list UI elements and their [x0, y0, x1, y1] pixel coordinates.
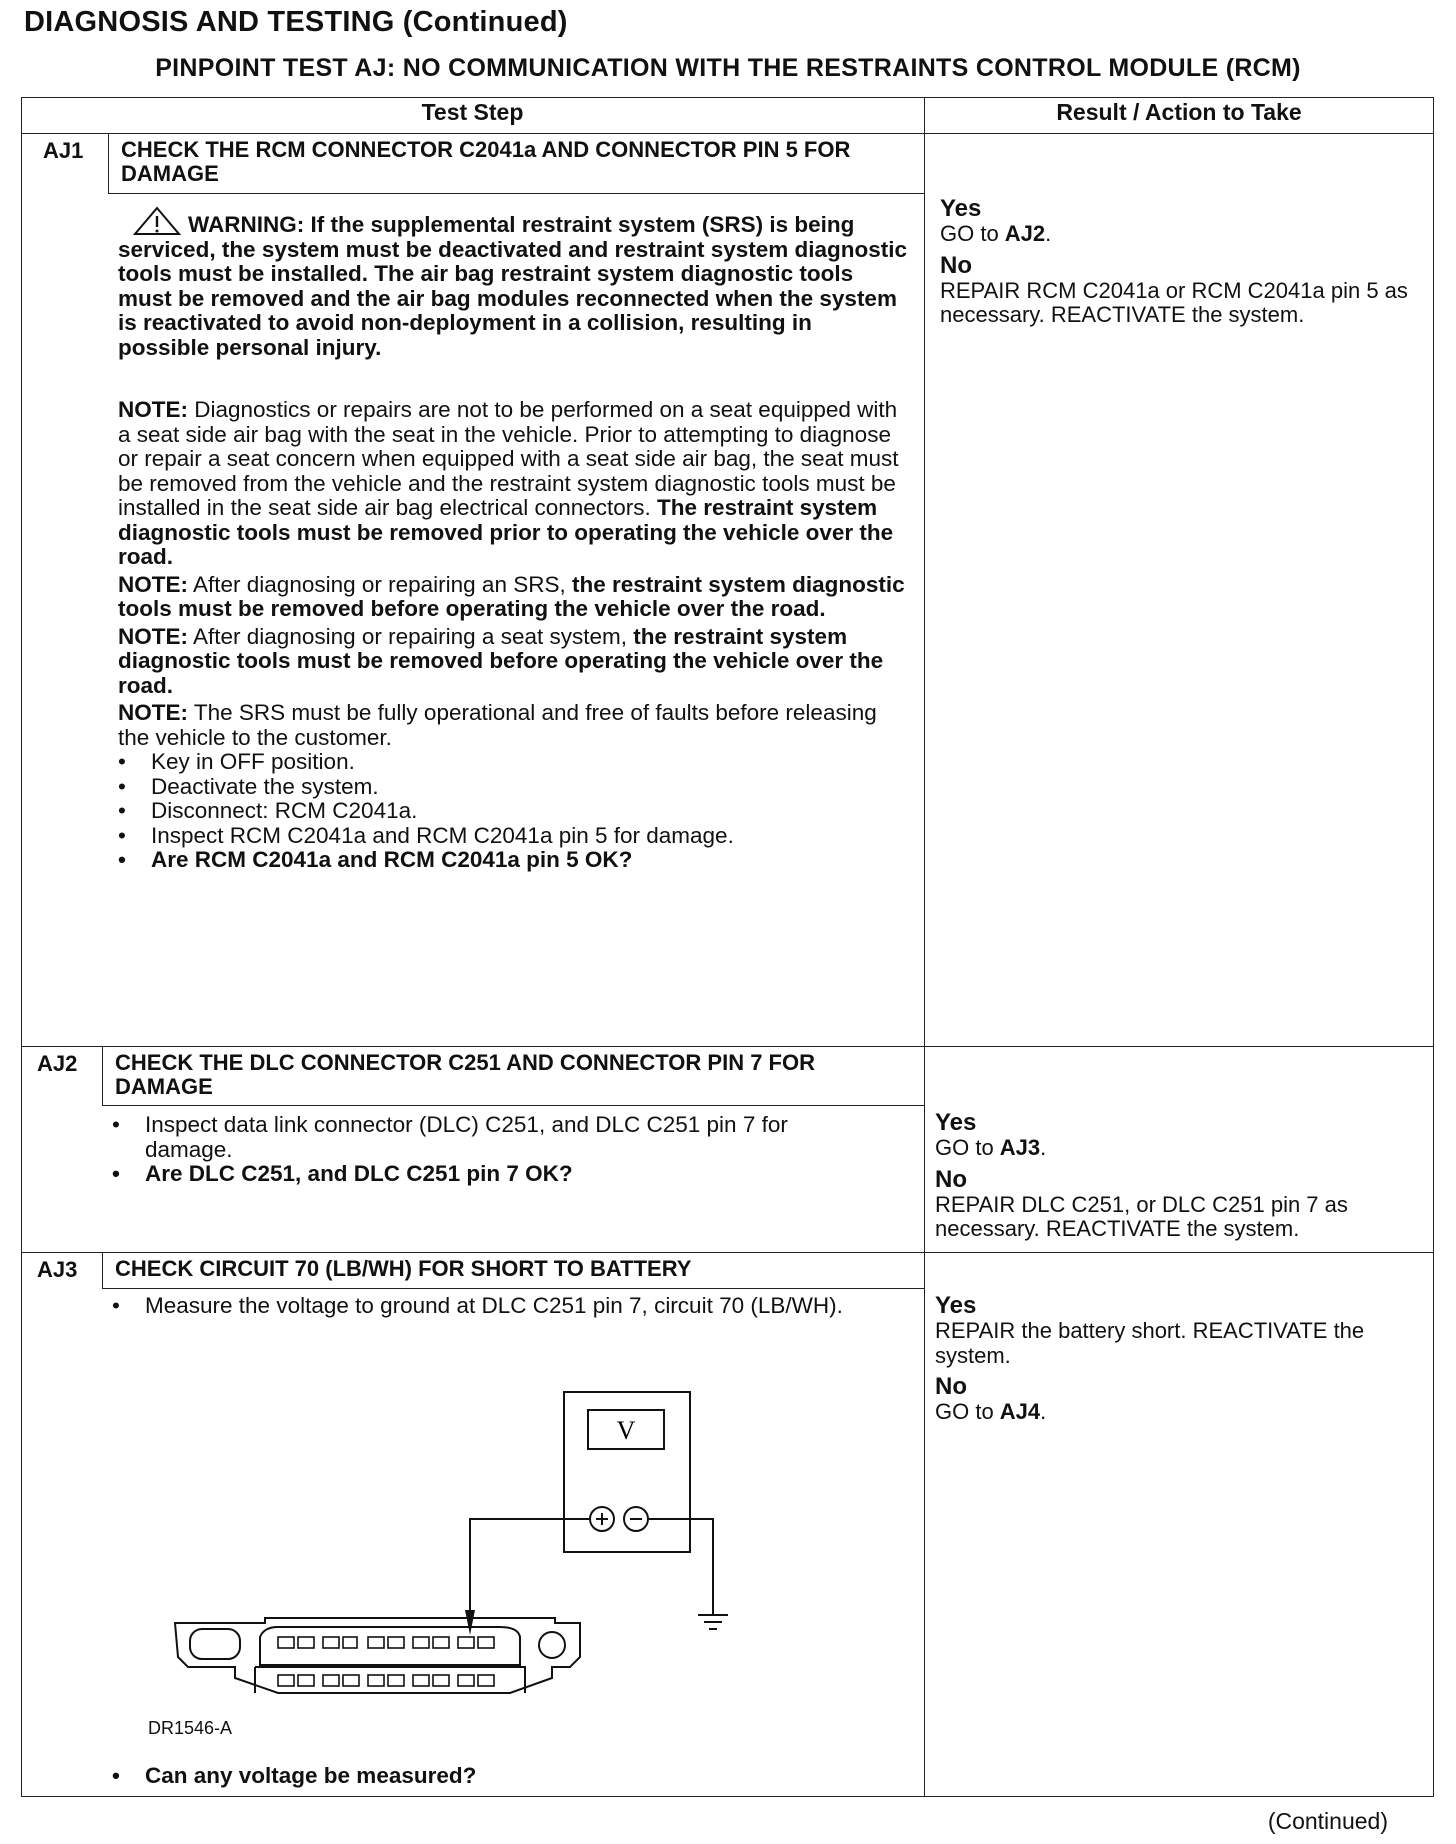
- yes-label: Yes: [935, 1292, 977, 1319]
- bullet-item: • Disconnect: RCM C2041a.: [118, 799, 908, 824]
- result-aj3: [935, 1293, 1425, 1425]
- step-title-aj3: CHECK CIRCUIT 70 (LB/WH) FOR SHORT TO BATTERY: [115, 1256, 692, 1281]
- title-rule: [102, 1288, 924, 1289]
- figure-caption: DR1546-A: [148, 1718, 233, 1738]
- id-divider: [102, 1253, 103, 1288]
- title-rule: [102, 1105, 924, 1106]
- dlc-connector-icon: [175, 1618, 580, 1693]
- no-label: No: [935, 1165, 967, 1193]
- note-bold-text: the restraint system diagnostic tools must be removed before operating the vehicle over the road.: [118, 571, 905, 621]
- ground-icon: [698, 1615, 728, 1629]
- no-label: No: [940, 251, 972, 279]
- bullet-question: • Are DLC C251, and DLC C251 pin 7 OK?: [112, 1162, 872, 1187]
- note-label: NOTE:: [118, 397, 188, 422]
- yes-action: REPAIR the battery short. REACTIVATE the system.: [935, 1318, 1365, 1368]
- step-body-aj1: [118, 206, 908, 873]
- note-text: The SRS must be fully operational and free of faults before releasing the vehicle to the customer.: [118, 700, 877, 750]
- bullet-item: • Inspect data link connector (DLC) C251, and DLC C251 pin 7 for damage.: [112, 1113, 872, 1162]
- title-rule: [108, 193, 924, 194]
- no-action: REPAIR DLC C251, or DLC C251 pin 7 as necessary. REACTIVATE the system.: [935, 1191, 1348, 1241]
- step-body-aj3: [112, 1294, 872, 1319]
- step-id-aj2: AJ2: [37, 1051, 78, 1076]
- note-4: [118, 701, 908, 750]
- step-id-aj1: AJ1: [43, 138, 84, 163]
- voltmeter-icon: [564, 1392, 690, 1552]
- note-text: Diagnostics or repairs are not to be performed on a seat equipped with a seat side air bag with the seat in the vehicle. Prior to attempting to diagnose or repair a seat concern when equipped with a seat side air bag, the seat must be removed from the vehicle and the restraint system diagnostic tools must be installed in the seat side air bag electrical connectors.: [118, 397, 899, 520]
- yes-label: Yes: [935, 1109, 977, 1136]
- step-question-aj3: [112, 1764, 872, 1789]
- yes-action: GO to AJ2.: [940, 221, 1052, 246]
- bullet-item: • Deactivate the system.: [118, 775, 908, 800]
- bullet-item: • Inspect RCM C2041a and RCM C2041a pin 5 for damage.: [118, 824, 908, 849]
- bullet-question: • Can any voltage be measured?: [112, 1764, 872, 1789]
- step-id-aj3: AJ3: [37, 1257, 78, 1282]
- no-action: REPAIR RCM C2041a or RCM C2041a pin 5 as necessary. REACTIVATE the system.: [940, 277, 1408, 327]
- header-rule: [21, 133, 1434, 134]
- note-1: [118, 398, 908, 570]
- step-title-aj2: CHECK THE DLC CONNECTOR C251 AND CONNECTOR PIN 7 FOR DAMAGE: [115, 1050, 815, 1099]
- col-test-step: Test Step: [421, 99, 524, 125]
- row-rule: [21, 1252, 1434, 1253]
- note-text: After diagnosing or repairing a seat system,: [188, 623, 634, 649]
- warning-block: [118, 206, 908, 360]
- continued-footer: (Continued): [1267, 1808, 1388, 1834]
- no-action: GO to AJ4.: [935, 1399, 1047, 1424]
- bullet-item: • Key in OFF position.: [118, 750, 908, 775]
- note-label: NOTE:: [118, 623, 188, 649]
- page-title: DIAGNOSIS AND TESTING (Continued): [24, 6, 568, 38]
- id-divider: [102, 1047, 103, 1105]
- warning-triangle-icon: [132, 206, 182, 236]
- note-2: [118, 573, 908, 622]
- step-title-aj1: CHECK THE RCM CONNECTOR C2041a AND CONNECTOR PIN 5 FOR DAMAGE: [121, 137, 851, 186]
- note-label: NOTE:: [118, 700, 188, 725]
- row-rule: [21, 1046, 1434, 1047]
- note-bold-text: the restraint system diagnostic tools must be removed before operating the vehicle over the road.: [118, 623, 884, 698]
- step-bullets: [112, 1294, 872, 1319]
- bullet-question: • Are RCM C2041a and RCM C2041a pin 5 OK?: [118, 848, 908, 873]
- step-body-aj2: [112, 1113, 872, 1187]
- warning-text: WARNING: If the supplemental restraint system (SRS) is being serviced, the system must be deactivated and restraint system diagnostic tools must be installed. The air bag restraint system diagnostic tools must be removed and the air bag modules reconnected when the system is reactivated to avoid non-deployment in a collision, resulting in possible personal injury.: [118, 212, 908, 360]
- note-3: [118, 625, 908, 699]
- note-label: NOTE:: [118, 571, 188, 597]
- result-aj2: [935, 1110, 1425, 1242]
- note-text: After diagnosing or repairing an SRS,: [188, 571, 572, 597]
- dlc-voltmeter-diagram: [160, 1375, 760, 1715]
- meter-label: V: [616, 1416, 636, 1445]
- no-label: No: [935, 1373, 967, 1400]
- bullet-item: • Measure the voltage to ground at DLC C251 pin 7, circuit 70 (LB/WH).: [112, 1294, 872, 1319]
- note-bold-text: The restraint system diagnostic tools must be removed prior to operating the vehicle over the road.: [118, 495, 894, 569]
- col-result: Result / Action to Take: [1056, 99, 1302, 125]
- step-bullets: [112, 1113, 872, 1187]
- yes-label: Yes: [940, 195, 982, 222]
- column-divider: [924, 97, 925, 1797]
- result-aj1: [940, 196, 1420, 328]
- page-subtitle: PINPOINT TEST AJ: NO COMMUNICATION WITH THE RESTRAINTS CONTROL MODULE (RCM): [155, 54, 1301, 82]
- id-divider: [108, 134, 109, 193]
- yes-action: GO to AJ3.: [935, 1135, 1047, 1160]
- step-bullets: [118, 750, 908, 873]
